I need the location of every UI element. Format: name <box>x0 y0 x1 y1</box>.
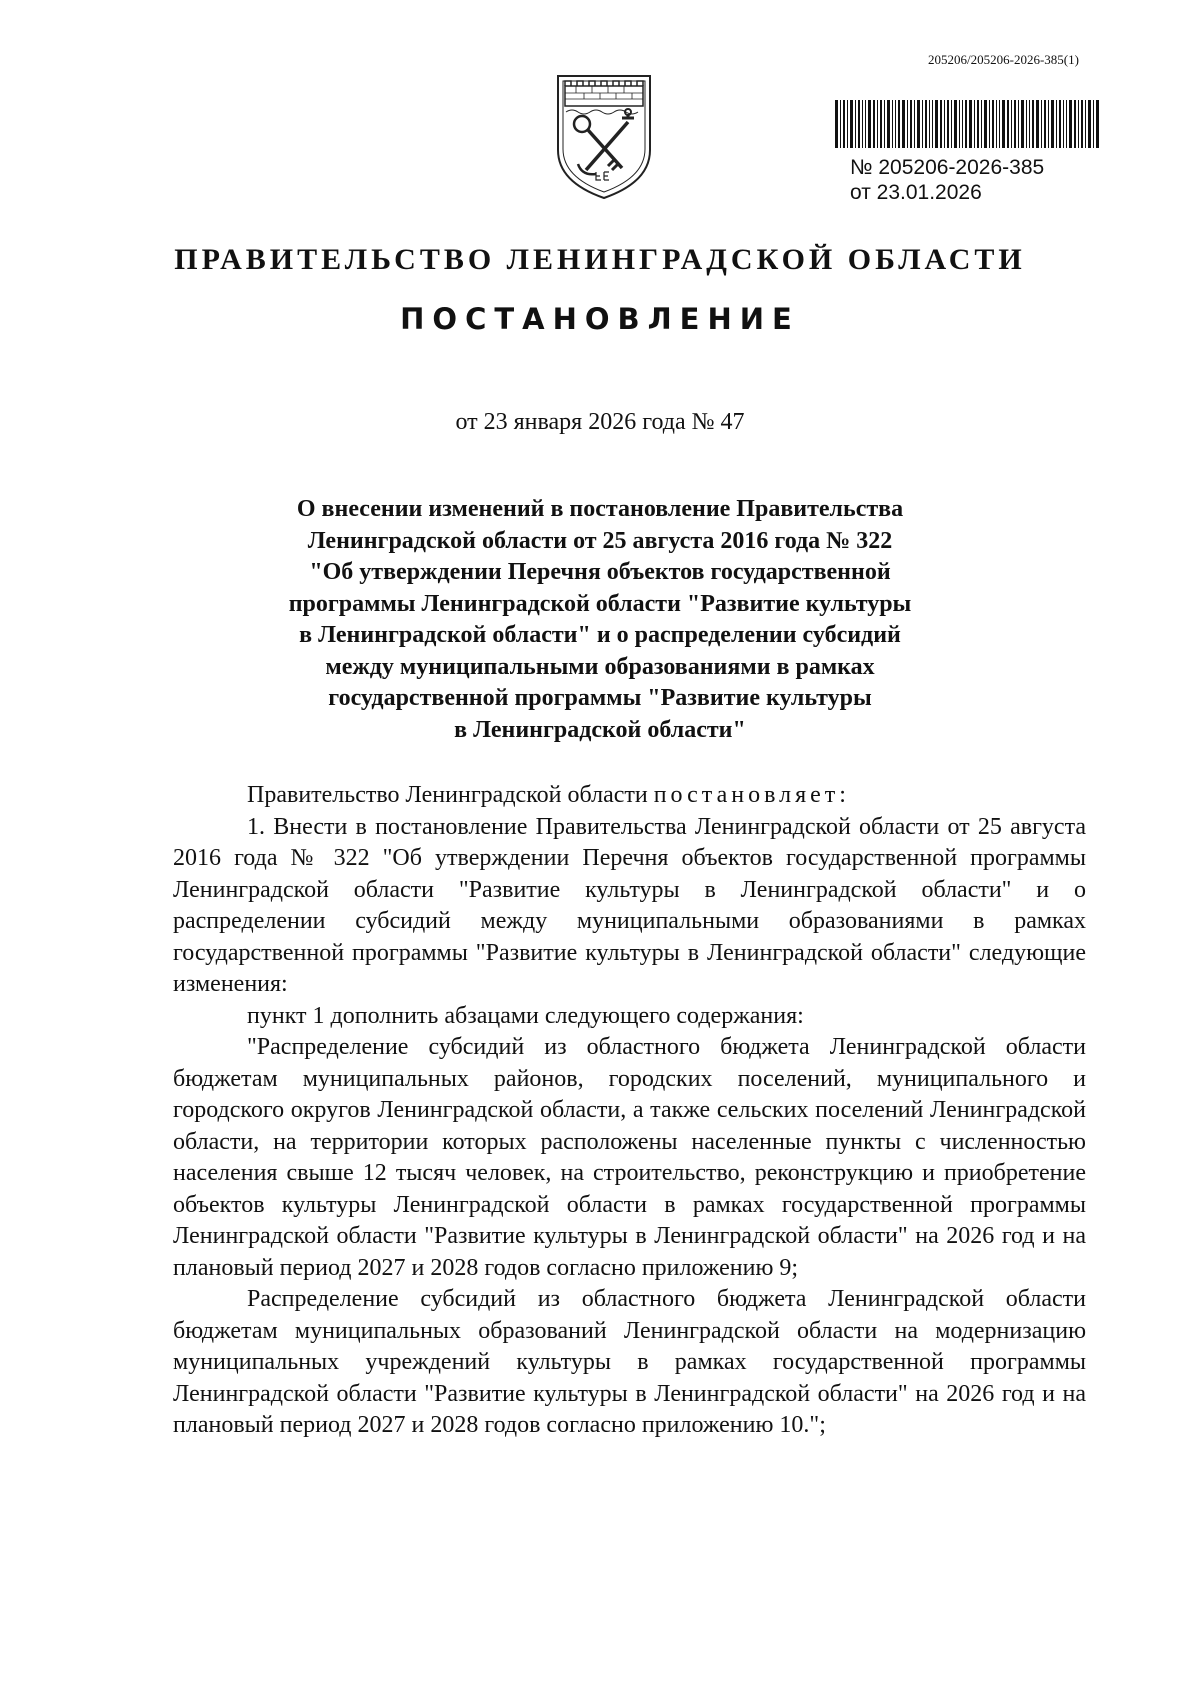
paragraph-3: "Распределение субсидий из областного бюджета Ленинградской области бюджетам муниципальных районов, городских поселений, муниципального и городского округов Ленинградской области, а также сельских поселений Ленинградской области, на территории которых расположены населенные пункты с численностью населения свыше 12 тысяч человек, на строительство, реконструкцию и приобретение объектов культуры Ленинградской области в рамках государственной программы Ленинградской области "Развитие культуры в Ленинградской области" на 2026 год и на плановый период 2027 и 2028 годов согласно приложению 9; <box>173 1034 1086 1281</box>
document-type: ПОСТАНОВЛЕНИЕ <box>400 302 800 336</box>
intro-resolves: постановляет: <box>653 782 850 808</box>
heading-line: государственной программы "Развитие культуры <box>328 685 872 711</box>
heading-line: Ленинградской области от 25 августа 2016 года № 322 <box>307 527 893 554</box>
coat-of-arms-icon <box>552 72 656 202</box>
heading-line: программы Ленинградской области "Развитие культуры <box>288 590 912 617</box>
paragraph-1: 1. Внести в постановление Правительства Ленинградской области от 25 августа 2016 года № 322 "Об утверждении Перечня объектов государственной программы Ленинградской области "Развитие культуры в Ленинградской области" и о распределении субсидий между муниципальными образованиями в рамках государственной программы "Развитие культуры в Ленинградской области" следующие изменения: <box>173 813 1086 997</box>
registration-date: от 23.01.2026 <box>850 181 982 204</box>
heading-line: "Об утверждении Перечня объектов государственной <box>309 559 891 585</box>
registration-block <box>850 155 1044 205</box>
barcode-icon <box>835 100 1100 148</box>
registration-number: № 205206-2026-385 <box>850 156 1045 179</box>
heading-line: в Ленинградской области" <box>454 716 746 743</box>
heading-line: между муниципальными образованиями в рамках <box>325 653 875 680</box>
intro-prefix: Правительство Ленинградской области <box>247 782 648 808</box>
document-id: 205206/205206-2026-385(1) <box>928 52 1079 67</box>
decree-date-number: от 23 января 2026 года № 47 <box>455 409 745 435</box>
decree-body <box>173 780 1086 1442</box>
paragraph-4: Распределение субсидий из областного бюджета Ленинградской области бюджетам муниципальных образований Ленинградской области на модернизацию муниципальных учреждений культуры в рамках государственной программы Ленинградской области "Развитие культуры в Ленинградской области" на 2026 год и на плановый период 2027 и 2028 годов согласно приложению 10."; <box>173 1286 1086 1438</box>
heading-line: в Ленинградской области" и о распределении субсидий <box>299 622 901 648</box>
decree-heading <box>220 494 980 746</box>
intro-paragraph <box>173 780 1086 812</box>
paragraph-2: пункт 1 дополнить абзацами следующего содержания: <box>247 1002 804 1029</box>
heading-line: О внесении изменений в постановление Правительства <box>296 496 904 522</box>
government-title: ПРАВИТЕЛЬСТВО ЛЕНИНГРАДСКОЙ ОБЛАСТИ <box>174 243 1026 276</box>
